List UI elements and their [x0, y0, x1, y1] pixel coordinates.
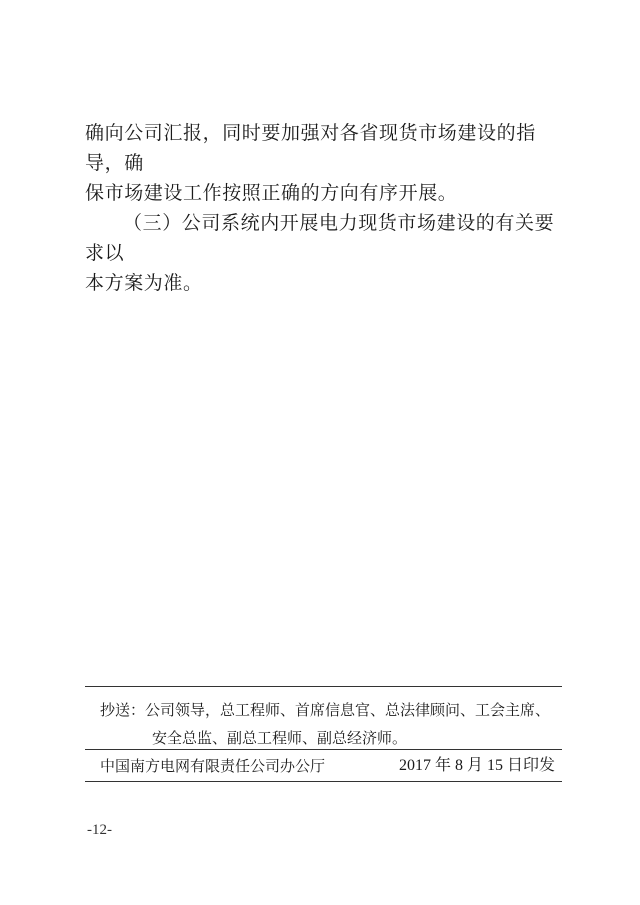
- paragraph-1-line-1: 确向公司汇报，同时要加强对各省现货市场建设的指导，确: [85, 122, 536, 174]
- page-number: -12-: [87, 822, 112, 838]
- cc-bottom-rule: [85, 749, 562, 750]
- issuer-row: [100, 755, 555, 777]
- cc-block: [100, 696, 560, 752]
- paragraph-2-line-1: （三）公司系统内开展电力现货市场建设的有关要求以: [85, 212, 555, 264]
- paragraph-1-line-2: 保市场建设工作按照正确的方向有序开展。: [85, 182, 458, 204]
- issue-date: 2017 年 8 月 15 日印发: [398, 757, 555, 774]
- issuer-name: 中国南方电网有限责任公司办公厅: [100, 757, 326, 775]
- cc-top-rule: [85, 686, 562, 687]
- issuer-bottom-rule: [85, 781, 562, 782]
- body-text: [85, 118, 565, 298]
- cc-line-2: 安全总监、副总工程师、副总经济师。: [152, 729, 408, 747]
- cc-line-1: 抄送：公司领导，总工程师、首席信息官、总法律顾问、工会主席、: [100, 701, 551, 719]
- paragraph-2-line-2: 本方案为准。: [85, 272, 203, 294]
